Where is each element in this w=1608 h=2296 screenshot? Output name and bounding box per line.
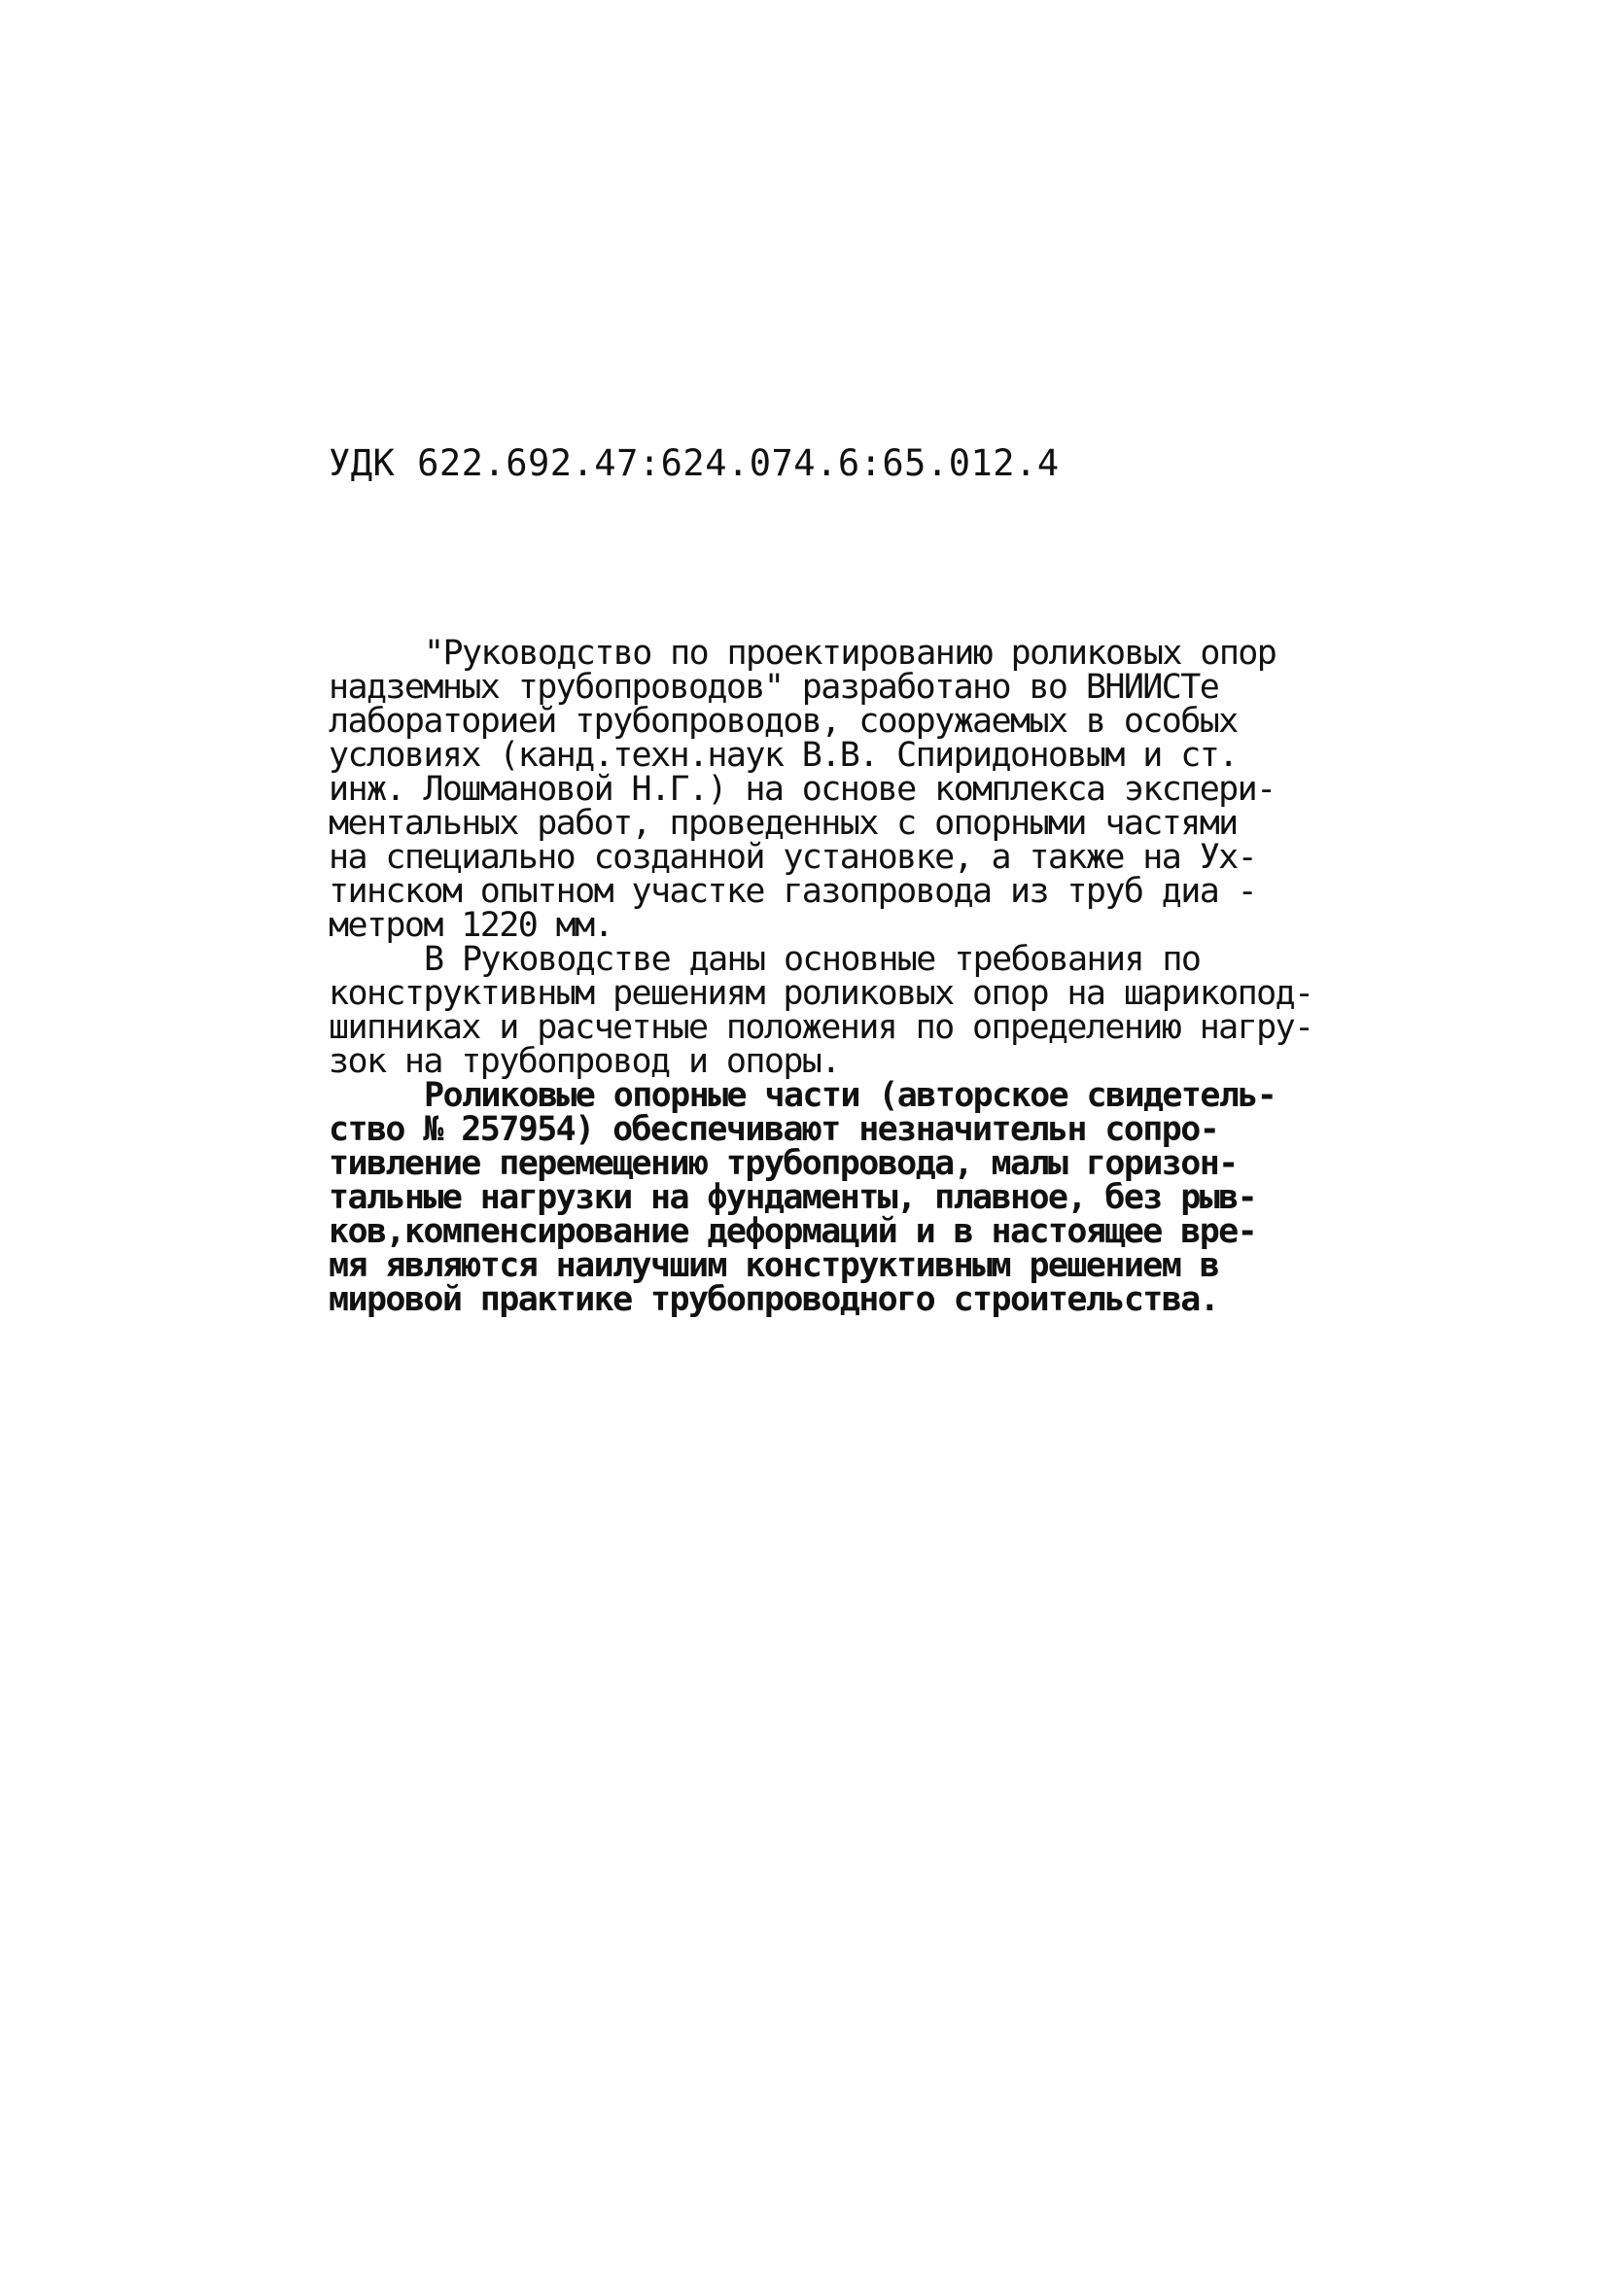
text-line: метром 1220 мм. [329, 906, 613, 945]
text-line: надземных трубопроводов" разработано во ВНИИСТе [329, 668, 1219, 707]
paragraph-3 [329, 1076, 1359, 1319]
text-line: конструктивным решениям роликовых опор на шарикопод- [329, 974, 1313, 1013]
text-line: "Руководство по проектированию роликовых опор [424, 634, 1276, 673]
text-line: тальные нагрузки на фундаменты, плавное, без рыв- [329, 1178, 1257, 1217]
text-line: мя являются наилучшим конструктивным решением в [329, 1246, 1219, 1285]
text-line: тивление перемещению трубопровода, малы горизон- [329, 1144, 1238, 1183]
text-line: инж. Лошмановой Н.Г.) на основе комплекса экспери- [329, 770, 1276, 809]
text-line: мировой практике трубопроводного строительства. [329, 1280, 1219, 1319]
text-line: В Руководстве даны основные требования по [424, 940, 1201, 979]
paragraph-2 [329, 940, 1359, 1081]
text-line: Роликовые опорные части (авторское свидетель- [424, 1076, 1276, 1115]
text-line: условиях (канд.техн.наук В.В. Спиридоновым и ст. [329, 736, 1238, 775]
paragraph-1 [329, 634, 1359, 945]
text-line: шипниках и расчетные положения по определению нагру- [329, 1008, 1313, 1047]
body-text [329, 634, 1359, 1319]
udk-code: УДК 622.692.47:624.074.6:65.012.4 [329, 442, 1060, 484]
text-line: на специально созданной установке, а также на Ух- [329, 838, 1257, 877]
text-line: ков,компенсирование деформаций и в настоящее вре- [329, 1212, 1257, 1251]
text-line: тинском опытном участке газопровода из труб диа - [329, 872, 1257, 911]
text-line: ство № 257954) обеспечивают незначительн сопро- [329, 1110, 1219, 1149]
text-line: лабораторией трубопроводов, сооружаемых в особых [329, 702, 1238, 741]
text-line: зок на трубопровод и опоры. [329, 1042, 840, 1081]
text-line: ментальных работ, проведенных с опорными частями [329, 804, 1238, 843]
